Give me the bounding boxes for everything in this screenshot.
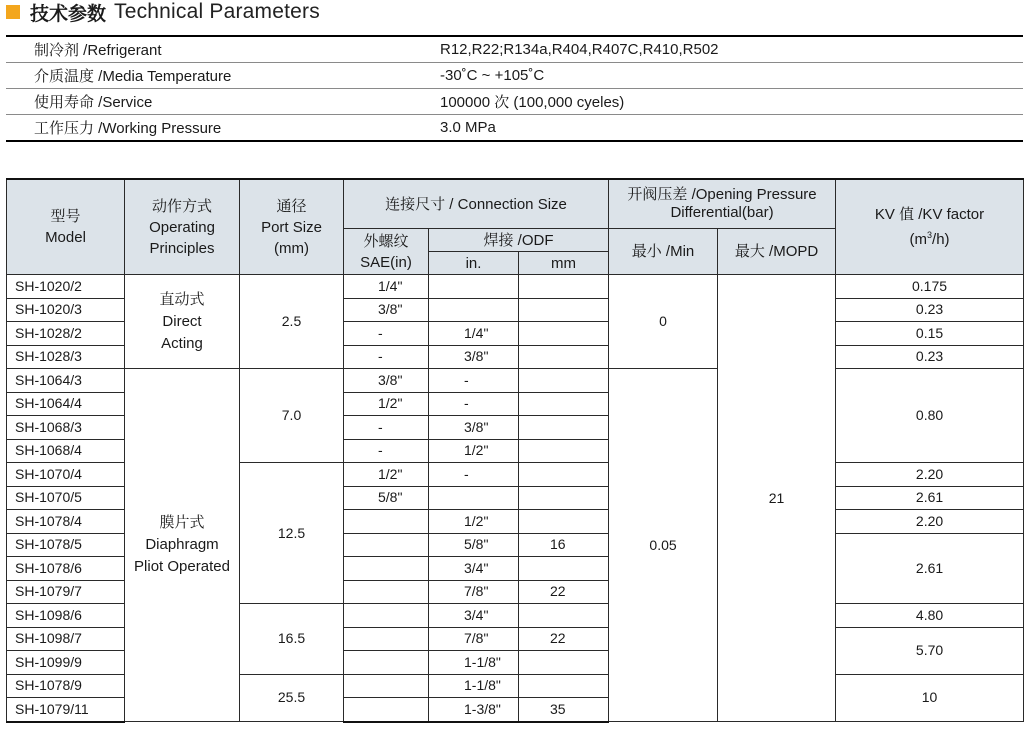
sae-cell: 5/8"	[344, 486, 429, 510]
odf-in-cell: 3/4"	[429, 604, 519, 628]
kv-cell: 10	[836, 674, 1024, 722]
odf-in-cell: -	[429, 392, 519, 416]
model-cell: SH-1020/3	[7, 298, 125, 322]
col-port-header	[240, 179, 344, 275]
col-max-header: 最大 /MOPD	[718, 229, 836, 275]
min-cell: 0.05	[609, 369, 718, 722]
col-kv-header	[836, 179, 1024, 275]
odf-mm-cell: 22	[519, 627, 609, 651]
odf-in-cell: 1-1/8"	[429, 674, 519, 698]
table-row	[7, 369, 1024, 393]
odf-mm-cell	[519, 557, 609, 581]
sae-header-en: SAE(in)	[360, 253, 412, 271]
sae-cell: -	[344, 416, 429, 440]
min-cell: 0	[609, 275, 718, 369]
model-cell: SH-1078/6	[7, 557, 125, 581]
odf-in-cell: 7/8"	[429, 580, 519, 604]
param-row	[6, 63, 1023, 89]
param-label: 介质温度 /Media Temperature	[6, 63, 438, 89]
odf-in-cell	[429, 486, 519, 510]
port-header-en: Port Size	[261, 218, 322, 236]
odf-mm-cell	[519, 345, 609, 369]
model-cell: SH-1079/11	[7, 698, 125, 722]
param-row	[6, 36, 1023, 63]
odf-in-cell: -	[429, 463, 519, 487]
op-diaphragm-en1: Diaphragm	[145, 536, 219, 553]
model-cell: SH-1078/9	[7, 674, 125, 698]
col-model-header	[7, 179, 125, 275]
kv-unit-post: /h)	[932, 231, 950, 248]
kv-cell: 0.175	[836, 275, 1024, 299]
sae-header-cn: 外螺纹	[363, 232, 409, 250]
odf-mm-cell	[519, 510, 609, 534]
odf-in-cell: -	[429, 369, 519, 393]
odf-mm-cell	[519, 369, 609, 393]
section-title-cn: 技术参数	[30, 3, 107, 25]
kv-cell: 4.80	[836, 604, 1024, 628]
sae-cell	[344, 580, 429, 604]
odf-mm-cell	[519, 298, 609, 322]
param-row	[6, 115, 1023, 142]
odf-mm-cell	[519, 439, 609, 463]
port-size-cell: 25.5	[240, 674, 344, 722]
opd-header-1: 开阀压差 /Opening Pressure	[627, 186, 817, 203]
sae-cell	[344, 674, 429, 698]
odf-in-cell: 1/2"	[429, 510, 519, 534]
odf-mm-cell: 22	[519, 580, 609, 604]
kv-unit-sup: 3	[927, 230, 933, 240]
param-value: 100000 次 (100,000 cyeles)	[438, 89, 1023, 115]
sae-cell: 3/8"	[344, 369, 429, 393]
odf-in-cell: 7/8"	[429, 627, 519, 651]
kv-header-1: KV 值 /KV factor	[874, 206, 985, 223]
model-cell: SH-1099/9	[7, 651, 125, 675]
table-row	[7, 275, 1024, 299]
sae-cell	[344, 651, 429, 675]
odf-mm-cell: 16	[519, 533, 609, 557]
op-diaphragm-cn: 膜片式	[159, 514, 205, 531]
odf-in-cell	[429, 298, 519, 322]
sae-cell: -	[344, 439, 429, 463]
model-cell: SH-1064/4	[7, 392, 125, 416]
odf-mm-cell	[519, 486, 609, 510]
op-header-cn: 动作方式	[151, 197, 212, 215]
odf-in-cell	[429, 275, 519, 299]
model-cell: SH-1098/6	[7, 604, 125, 628]
col-connection-header: 连接尺寸 / Connection Size	[344, 179, 609, 229]
kv-cell: 0.15	[836, 322, 1024, 346]
kv-cell: 2.61	[836, 533, 1024, 604]
op-direct-en2: Acting	[161, 334, 203, 352]
kv-cell: 0.23	[836, 298, 1024, 322]
sae-cell	[344, 698, 429, 722]
sae-cell: 1/2"	[344, 392, 429, 416]
odf-in-cell: 3/8"	[429, 416, 519, 440]
odf-mm-cell	[519, 275, 609, 299]
param-value: 3.0 MPa	[438, 115, 1023, 142]
model-header-en: Model	[45, 229, 86, 246]
kv-cell: 2.20	[836, 510, 1024, 534]
model-cell: SH-1068/4	[7, 439, 125, 463]
sae-cell: 3/8"	[344, 298, 429, 322]
odf-in-cell: 3/4"	[429, 557, 519, 581]
param-value: R12,R22;R134a,R404,R407C,R410,R502	[438, 36, 1023, 63]
model-cell: SH-1098/7	[7, 627, 125, 651]
param-label: 使用寿命 /Service	[6, 89, 438, 115]
col-odf-mm-header: mm	[519, 252, 609, 275]
op-direct-cn: 直动式	[159, 290, 205, 308]
sae-cell: -	[344, 322, 429, 346]
odf-mm-cell	[519, 392, 609, 416]
model-header-cn: 型号	[50, 208, 81, 225]
model-cell: SH-1070/4	[7, 463, 125, 487]
odf-in-cell: 1-3/8"	[429, 698, 519, 722]
op-header-en1: Operating	[149, 218, 215, 236]
model-cell: SH-1020/2	[7, 275, 125, 299]
port-size-cell: 7.0	[240, 369, 344, 463]
sae-cell	[344, 604, 429, 628]
max-cell: 21	[718, 275, 836, 722]
col-sae-header	[344, 229, 429, 275]
col-odf-header: 焊接 /ODF	[429, 229, 609, 252]
sae-cell	[344, 510, 429, 534]
sae-cell: 1/2"	[344, 463, 429, 487]
model-cell: SH-1070/5	[7, 486, 125, 510]
section-marker-icon	[6, 5, 20, 19]
kv-cell: 2.61	[836, 486, 1024, 510]
kv-cell: 0.80	[836, 369, 1024, 463]
param-label: 制冷剂 /Refrigerant	[6, 36, 438, 63]
sae-cell	[344, 533, 429, 557]
kv-header-2	[910, 231, 950, 248]
odf-in-cell: 1-1/8"	[429, 651, 519, 675]
op-header-en2: Principles	[149, 239, 215, 257]
col-odf-in-header: in.	[429, 252, 519, 275]
operating-direct-cell	[125, 275, 240, 369]
model-cell: SH-1079/7	[7, 580, 125, 604]
odf-mm-cell	[519, 322, 609, 346]
kv-cell: 0.23	[836, 345, 1024, 369]
sae-cell: 1/4"	[344, 275, 429, 299]
opd-header-2: Differential(bar)	[670, 204, 774, 221]
odf-in-cell: 1/2"	[429, 439, 519, 463]
section-header	[6, 0, 320, 24]
port-header-cn: 通径	[276, 197, 307, 215]
operating-diaphragm-cell	[125, 369, 240, 722]
odf-in-cell: 5/8"	[429, 533, 519, 557]
col-opening-pressure-header	[609, 179, 836, 229]
param-value: -30˚C ~ +105˚C	[438, 63, 1023, 89]
col-min-header: 最小 /Min	[609, 229, 718, 275]
op-direct-en1: Direct	[162, 312, 202, 330]
op-diaphragm-en2: Pliot Operated	[134, 558, 230, 575]
model-cell: SH-1068/3	[7, 416, 125, 440]
kv-cell: 5.70	[836, 627, 1024, 674]
param-row	[6, 89, 1023, 115]
specification-table	[6, 178, 1024, 723]
model-cell: SH-1078/4	[7, 510, 125, 534]
col-operating-header	[125, 179, 240, 275]
param-label: 工作压力 /Working Pressure	[6, 115, 438, 142]
odf-mm-cell: 35	[519, 698, 609, 722]
port-size-cell: 16.5	[240, 604, 344, 675]
port-size-cell: 12.5	[240, 463, 344, 604]
port-size-cell: 2.5	[240, 275, 344, 369]
odf-mm-cell	[519, 651, 609, 675]
port-header-unit: (mm)	[274, 239, 309, 257]
odf-mm-cell	[519, 463, 609, 487]
odf-in-cell: 1/4"	[429, 322, 519, 346]
odf-mm-cell	[519, 604, 609, 628]
kv-unit-pre: (m	[909, 231, 928, 248]
model-cell: SH-1028/2	[7, 322, 125, 346]
sae-cell	[344, 557, 429, 581]
odf-mm-cell	[519, 674, 609, 698]
sae-cell: -	[344, 345, 429, 369]
model-cell: SH-1064/3	[7, 369, 125, 393]
section-title-en: Technical Parameters	[114, 0, 320, 23]
sae-cell	[344, 627, 429, 651]
model-cell: SH-1028/3	[7, 345, 125, 369]
parameters-table	[6, 35, 1023, 142]
model-cell: SH-1078/5	[7, 533, 125, 557]
odf-mm-cell	[519, 416, 609, 440]
kv-cell: 2.20	[836, 463, 1024, 487]
odf-in-cell: 3/8"	[429, 345, 519, 369]
